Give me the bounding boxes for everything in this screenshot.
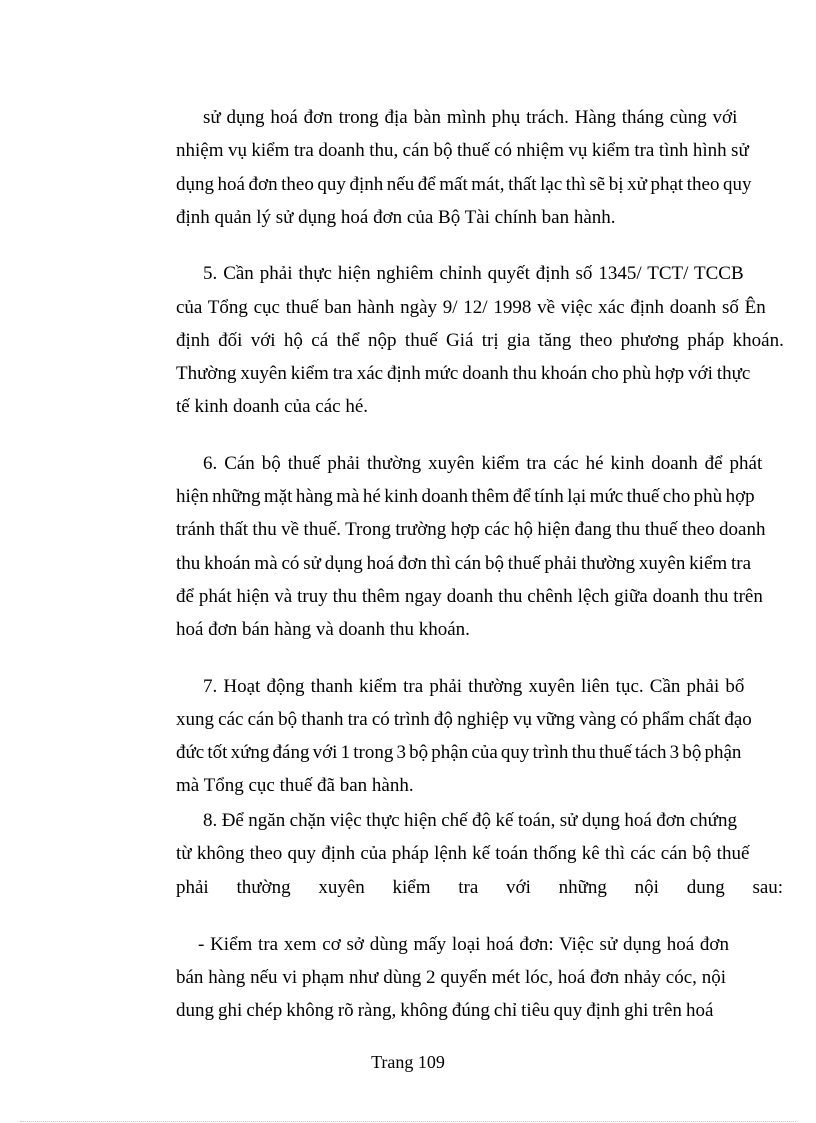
text-line: 7. Hoạt động thanh kiểm tra phải thường xuyên liên tục. Cần phải bổ <box>203 676 745 697</box>
text-line: tránh thất thu về thuế. Trong trường hợp các hộ hiện đang thu thuế theo doanh <box>176 519 766 540</box>
text-line: định đối với hộ cá thể nộp thuế Giá trị gia tăng theo phương pháp khoán. <box>176 330 784 351</box>
text-line: 5. Cần phải thực hiện nghiêm chỉnh quyết định số 1345/ TCT/ TCCB <box>203 263 744 284</box>
text-line: mà Tổng cục thuế đã ban hành. <box>176 775 414 796</box>
page-number: Trang 109 <box>371 1052 445 1072</box>
page-border-divider <box>20 1121 796 1122</box>
text-line: 8. Để ngăn chặn việc thực hiện chế độ kế toán, sử dụng hoá đơn chứng <box>203 810 737 831</box>
text-line: dụng hoá đơn theo quy định nếu để mất mát, thất lạc thì sẽ bị xử phạt theo quy <box>176 174 752 195</box>
text-line: tế kinh doanh của các hé. <box>176 396 369 417</box>
text-line: để phát hiện và truy thu thêm ngay doanh thu chênh lệch giữa doanh thu trên <box>176 586 763 607</box>
text-line: Thường xuyên kiểm tra xác định mức doanh thu khoán cho phù hợp với thực <box>176 363 751 384</box>
text-line: hoá đơn bán hàng và doanh thu khoán. <box>176 619 470 640</box>
text-line: hiện những mặt hàng mà hé kinh doanh thêm để tính lại mức thuế cho phù hợp <box>176 486 755 507</box>
text-line: sử dụng hoá đơn trong địa bàn mình phụ trách. Hàng tháng cùng với <box>203 107 738 128</box>
text-line: đức tốt xứng đáng với 1 trong 3 bộ phận của quy trình thu thuế tách 3 bộ phận <box>176 742 742 763</box>
text-line: từ không theo quy định của pháp lệnh kế toán thống kê thì các cán bộ thuế <box>176 843 750 864</box>
text-line: của Tổng cục thuế ban hành ngày 9/ 12/ 1998 về việc xác định doanh số Ên <box>176 297 766 318</box>
text-line: nhiệm vụ kiểm tra doanh thu, cán bộ thuế có nhiệm vụ kiểm tra tình hình sử <box>176 140 749 161</box>
text-line: thu khoán mà có sử dụng hoá đơn thì cán bộ thuế phải thường xuyên kiểm tra <box>176 553 752 574</box>
text-line: phải thường xuyên kiểm tra với những nội dung sau: <box>176 877 784 898</box>
text-line: định quản lý sử dụng hoá đơn của Bộ Tài chính ban hành. <box>176 207 616 228</box>
text-line: bán hàng nếu vi phạm như dùng 2 quyển mét lóc, hoá đơn nhảy cóc, nội <box>176 967 727 988</box>
text-line: - Kiểm tra xem cơ sở dùng mấy loại hoá đơn: Việc sử dụng hoá đơn <box>198 934 729 955</box>
text-line: dung ghi chép không rõ ràng, không đúng chỉ tiêu quy định ghi trên hoá <box>176 1000 714 1021</box>
text-line: 6. Cán bộ thuế phải thường xuyên kiểm tra các hé kinh doanh để phát <box>203 453 763 474</box>
text-line: xung các cán bộ thanh tra có trình độ nghiệp vụ vững vàng có phẩm chất đạo <box>176 709 752 730</box>
